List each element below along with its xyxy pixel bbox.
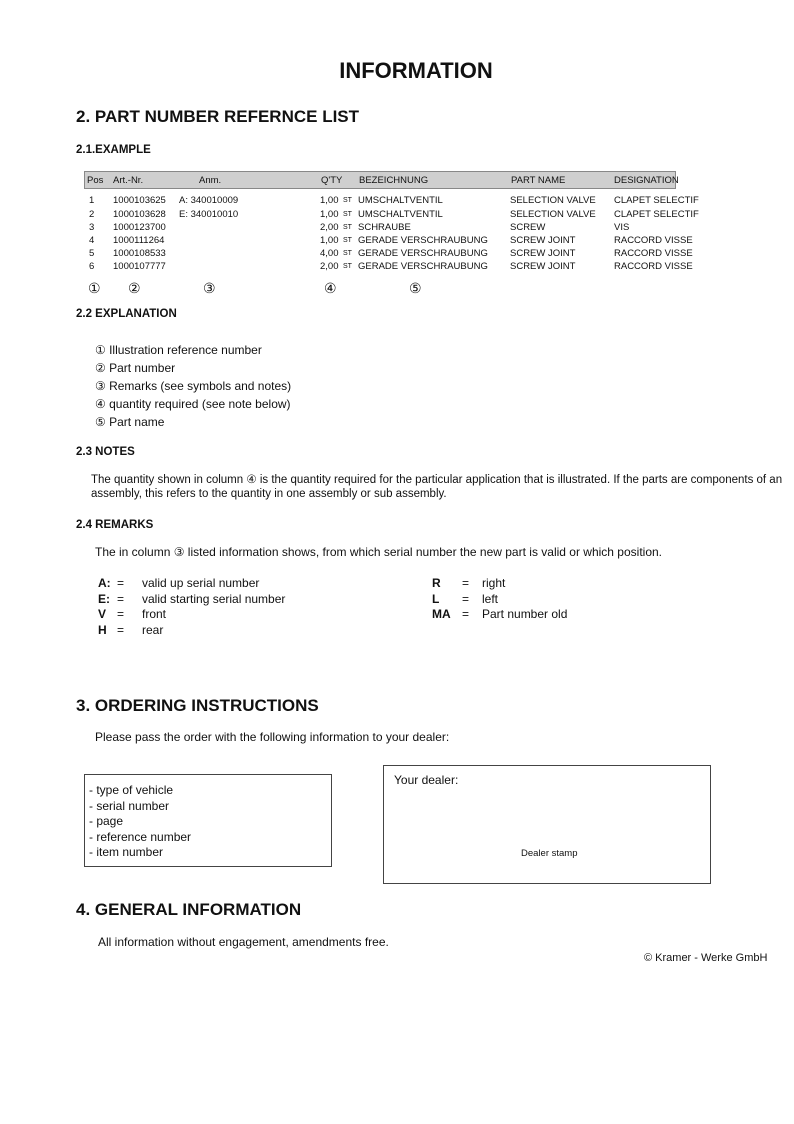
cell-part-name: SELECTION VALVE: [510, 209, 596, 220]
explanation-item: ① Illustration reference number: [95, 343, 262, 357]
cell-unit: ST: [343, 211, 352, 218]
dealer-stamp-box: [383, 765, 711, 884]
col-header-pos: Pos: [87, 175, 104, 186]
cell-bezeichnung: GERADE VERSCHRAUBUNG: [358, 235, 488, 246]
col-header-anm: Anm.: [199, 175, 222, 186]
cell-qty: 1,00: [320, 235, 339, 246]
order-info-item: - item number: [89, 845, 164, 859]
col-header-art: Art.-Nr.: [113, 175, 144, 186]
cell-pos: 1: [89, 195, 95, 206]
cell-qty: 1,00: [320, 209, 339, 220]
table-row: [84, 261, 704, 274]
remark-eq: =: [117, 592, 125, 606]
remark-text: valid up serial number: [142, 576, 260, 590]
remark-text: left: [482, 592, 499, 606]
cell-designation: RACCORD VISSE: [614, 248, 693, 259]
remark-code: L: [432, 592, 440, 606]
marker-1: ①: [88, 280, 101, 296]
remarks-intro: The in column ③ listed information shows, from which serial number the new part is valid or which position.: [95, 545, 662, 559]
cell-designation: RACCORD VISSE: [614, 235, 693, 246]
remark-code: R: [432, 576, 441, 590]
cell-bezeichnung: UMSCHALTVENTIL: [358, 209, 443, 220]
cell-art: 1000123700: [113, 222, 166, 233]
table-row: [84, 209, 704, 222]
remark-code: V: [98, 607, 107, 621]
cell-pos: 6: [89, 261, 95, 272]
cell-designation: VIS: [614, 222, 630, 233]
cell-bezeichnung: UMSCHALTVENTIL: [358, 195, 443, 206]
remark-eq: =: [462, 607, 470, 621]
marker-2: ②: [128, 280, 141, 296]
remark-eq: =: [117, 576, 125, 590]
explanation-item: ③ Remarks (see symbols and notes): [95, 379, 292, 393]
explanation-item: ④ quantity required (see note below): [95, 397, 291, 411]
cell-unit: ST: [343, 237, 352, 244]
table-row: [84, 195, 704, 208]
notes-text-line-1: The quantity shown in column ④ is the quantity required for the particular application that is illustrated. If the parts are components of an: [91, 474, 783, 486]
example-heading: 2.1.EXAMPLE: [76, 144, 151, 156]
col-header-qty: Q'TY: [321, 175, 343, 186]
explanation-heading: 2.2 EXPLANATION: [76, 308, 177, 320]
order-info-item: - page: [89, 814, 124, 828]
cell-qty: 2,00: [320, 261, 339, 272]
cell-pos: 3: [89, 222, 95, 233]
explanation-item: ② Part number: [95, 361, 176, 375]
cell-art: 1000107777: [113, 261, 166, 272]
section-2-heading: 2. PART NUMBER REFERNCE LIST: [76, 107, 360, 126]
remark-eq: =: [462, 592, 470, 606]
cell-part-name: SCREW JOINT: [510, 235, 576, 246]
notes-text-line-2: assembly, this refers to the quantity in one assembly or sub assembly.: [91, 488, 447, 500]
cell-anm: E: 340010010: [179, 209, 239, 220]
cell-unit: ST: [343, 224, 352, 231]
general-info-text: All information without engagement, amendments free.: [98, 935, 389, 949]
copyright: © Kramer - Werke GmbH: [644, 952, 768, 964]
cell-designation: RACCORD VISSE: [614, 261, 693, 272]
table-row: [84, 222, 704, 235]
explanation-item: ⑤ Part name: [95, 415, 165, 429]
order-info-item: - serial number: [89, 799, 170, 813]
cell-art: 1000111264: [113, 235, 165, 246]
cell-anm: A: 340010009: [179, 195, 239, 206]
marker-5: ⑤: [409, 280, 422, 296]
cell-part-name: SCREW JOINT: [510, 248, 576, 259]
marker-3: ③: [203, 280, 216, 296]
cell-designation: CLAPET SELECTIF: [614, 209, 699, 220]
cell-pos: 5: [89, 248, 95, 259]
dealer-stamp-label: Dealer stamp: [521, 848, 578, 859]
cell-art: 1000108533: [113, 248, 166, 259]
remark-eq: =: [462, 576, 470, 590]
remark-eq: =: [117, 623, 125, 637]
cell-pos: 4: [89, 235, 95, 246]
cell-qty: 1,00: [320, 195, 339, 206]
cell-bezeichnung: SCHRAUBE: [358, 222, 411, 233]
remark-text: rear: [142, 623, 164, 637]
cell-pos: 2: [89, 209, 95, 220]
col-header-designation: DESIGNATION: [614, 175, 679, 186]
cell-part-name: SCREW: [510, 222, 546, 233]
order-info-item: - type of vehicle: [89, 783, 174, 797]
order-info-item: - reference number: [89, 830, 192, 844]
remark-text: right: [482, 576, 506, 590]
remark-code: H: [98, 623, 107, 637]
marker-4: ④: [324, 280, 337, 296]
ordering-intro: Please pass the order with the following information to your dealer:: [95, 730, 450, 744]
cell-part-name: SCREW JOINT: [510, 261, 576, 272]
section-3-heading: 3. ORDERING INSTRUCTIONS: [76, 696, 319, 715]
remark-text: valid starting serial number: [142, 592, 286, 606]
cell-designation: CLAPET SELECTIF: [614, 195, 699, 206]
remarks-right-list: [432, 576, 632, 626]
col-header-bezeichnung: BEZEICHNUNG: [359, 175, 429, 186]
remark-eq: =: [117, 607, 125, 621]
remarks-left-list: [98, 576, 398, 646]
cell-art: 1000103628: [113, 209, 166, 220]
cell-unit: ST: [343, 250, 352, 257]
cell-bezeichnung: GERADE VERSCHRAUBUNG: [358, 261, 488, 272]
order-info-box: [84, 774, 332, 867]
dealer-label: Your dealer:: [394, 773, 459, 787]
cell-part-name: SELECTION VALVE: [510, 195, 596, 206]
remark-code: MA: [432, 607, 451, 621]
cell-qty: 2,00: [320, 222, 339, 233]
cell-art: 1000103625: [113, 195, 166, 206]
remarks-heading: 2.4 REMARKS: [76, 519, 154, 531]
cell-unit: ST: [343, 197, 352, 204]
notes-heading: 2.3 NOTES: [76, 446, 135, 458]
section-4-heading: 4. GENERAL INFORMATION: [76, 900, 302, 919]
cell-unit: ST: [343, 263, 352, 270]
remark-text: front: [142, 607, 167, 621]
table-header: [84, 171, 679, 189]
remark-code: E:: [98, 592, 110, 606]
cell-bezeichnung: GERADE VERSCHRAUBUNG: [358, 248, 488, 259]
table-row: [84, 248, 704, 261]
remark-text: Part number old: [482, 607, 568, 621]
page-title: INFORMATION: [339, 58, 493, 83]
table-row: [84, 235, 704, 248]
col-header-part-name: PART NAME: [511, 175, 566, 186]
cell-qty: 4,00: [320, 248, 339, 259]
remark-code: A:: [98, 576, 111, 590]
